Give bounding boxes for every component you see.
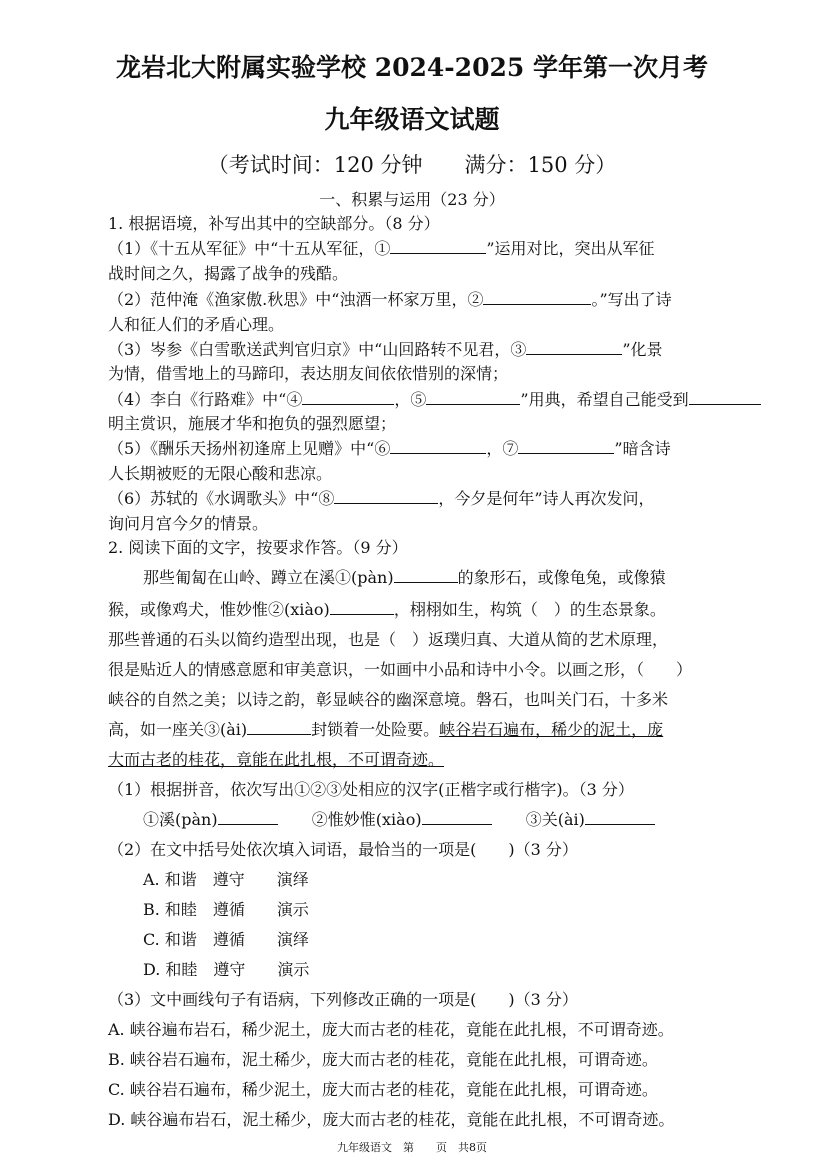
- subquestion-3: （3）文中画线句子有语病，下列修改正确的一项是( )（3 分）: [108, 990, 578, 1009]
- passage-line: 那些普通的石头以简约造型出现，也是（ ）返璞归真、大道从简的艺术原理，: [108, 630, 669, 649]
- q1-line: 人和征人们的矛盾心理。: [108, 315, 285, 334]
- q1-line: （4）李白《行路难》中“④ ，⑤ ”用典，希望自己能受到: [108, 390, 761, 410]
- q1-line: 明主赏识，施展才华和抱负的强烈愿望；: [108, 414, 397, 433]
- answer-blank-overflow: [689, 404, 761, 405]
- section-heading: 一、积累与运用（23 分）: [319, 190, 505, 209]
- option[interactable]: D. 峡谷遍布岩石，泥土稀少，庞大而古老的桂花，竟能在此扎根，不可谓奇迹。: [108, 1110, 675, 1129]
- exam-title: 龙岩北大附属实验学校 2024-2025 学年第一次月考: [116, 53, 708, 82]
- subquestion-1: （1）根据拼音，依次写出①②③处相应的汉字(正楷字或行楷字)。（3 分）: [108, 780, 634, 799]
- question-2-title: 2. 阅读下面的文字，按要求作答。（9 分）: [108, 538, 408, 557]
- underlined-sentence: 大而古老的桂花，竟能在此扎根，不可谓奇迹。: [108, 750, 445, 769]
- option[interactable]: C. 和谐 遵循 演绎: [143, 930, 309, 949]
- answer-blank[interactable]: [422, 824, 492, 825]
- q1-line: 战时间之久，揭露了战争的残酷。: [108, 264, 349, 283]
- passage-line: 猴，或像鸡犬，惟妙惟②(xiào) ，栩栩如生，构筑（ ）的生态景象。: [108, 600, 666, 619]
- page-footer: 九年级语文 第 页 共8页: [337, 1141, 487, 1154]
- answer-blank[interactable]: [483, 304, 591, 305]
- exam-info: （考试时间：120 分钟 满分：150 分）: [207, 153, 617, 177]
- answer-blank[interactable]: [334, 503, 438, 504]
- question-1-title: 1. 根据语境，补写出其中的空缺部分。（8 分）: [108, 214, 440, 233]
- q1-line: （1）《十五从军征》中“十五从军征，① ”运用对比，突出从军征: [108, 239, 655, 258]
- option[interactable]: D. 和睦 遵守 演示: [143, 960, 310, 979]
- passage-line: 峡谷的自然之美；以诗之韵，彰显峡谷的幽深意境。磐石，也叫关门石，十多米: [108, 690, 669, 709]
- answer-blank[interactable]: [518, 453, 614, 454]
- answer-blank[interactable]: [302, 404, 394, 405]
- subquestion-1-answers: ①溪(pàn) ②惟妙惟(xiào) ③关(ài): [143, 810, 655, 830]
- answer-blank[interactable]: [390, 253, 486, 254]
- subquestion-2: （2）在文中括号处依次填入词语，最恰当的一项是( )（3 分）: [108, 840, 578, 859]
- q1-line: （3）岑参《白雪歌送武判官归京》中“山回路转不见君，③ ”化景: [108, 340, 663, 359]
- q1-line: （5）《酬乐天扬州初逢席上见赠》中“⑥ ，⑦ ”暗含诗: [108, 439, 671, 458]
- passage-line: 高，如一座关③(ài) 封锁着一处险要。峡谷岩石遍布，稀少的泥土，庞: [108, 720, 664, 739]
- passage-line: 那些匍匐在山岭、蹲立在溪①(pàn) 的象形石，或像龟兔，或像猿: [143, 568, 666, 587]
- answer-blank[interactable]: [426, 404, 520, 405]
- underlined-sentence: 峡谷岩石遍布，稀少的泥土，庞: [439, 720, 664, 739]
- q1-line: （6）苏轼的《水调歌头》中“⑧ ，今夕是何年”诗人再次发问，: [108, 489, 655, 508]
- option[interactable]: B. 峡谷岩石遍布，泥土稀少，庞大而古老的桂花，竟能在此扎根，可谓奇迹。: [108, 1050, 658, 1069]
- q1-line: 人长期被贬的无限心酸和悲凉。: [108, 464, 333, 483]
- answer-blank[interactable]: [585, 824, 655, 825]
- exam-subtitle: 九年级语文试题: [324, 105, 500, 134]
- q1-line: 询问月宫今夕的情景。: [108, 514, 269, 533]
- answer-blank[interactable]: [526, 354, 622, 355]
- option[interactable]: A. 和谐 遵守 演绎: [143, 870, 309, 889]
- q1-line: （2）范仲淹《渔家傲.秋思》中“浊酒一杯家万里，② 。”写出了诗: [108, 290, 672, 309]
- answer-blank[interactable]: [247, 734, 311, 735]
- option[interactable]: A. 峡谷遍布岩石，稀少泥土，庞大而古老的桂花，竟能在此扎根，不可谓奇迹。: [108, 1020, 674, 1039]
- option[interactable]: C. 峡谷岩石遍布，稀少泥土，庞大而古老的桂花，竟能在此扎根，可谓奇迹。: [108, 1080, 658, 1099]
- option[interactable]: B. 和睦 遵循 演示: [143, 900, 309, 919]
- answer-blank[interactable]: [394, 582, 458, 583]
- passage-line: 很是贴近人的情感意愿和审美意识，一如画中小品和诗中小令。以画之形，（ ）: [108, 660, 693, 679]
- answer-blank[interactable]: [218, 824, 278, 825]
- answer-blank[interactable]: [330, 614, 394, 615]
- answer-blank[interactable]: [390, 453, 486, 454]
- q1-line: 为情，借雪地上的马蹄印，表达朋友间依依惜别的深情；: [108, 364, 509, 383]
